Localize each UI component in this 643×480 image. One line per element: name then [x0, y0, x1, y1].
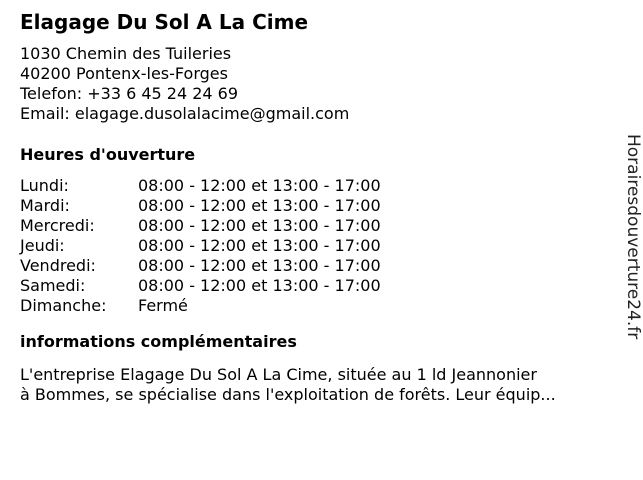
day-label: Jeudi: [20, 236, 65, 255]
day-hours: 08:00 - 12:00 et 13:00 - 17:00 [138, 256, 381, 275]
hours-row-mercredi [20, 216, 610, 236]
day-hours: Fermé [138, 296, 188, 315]
hours-row-vendredi [20, 256, 610, 276]
day-label: Mercredi: [20, 216, 95, 235]
description-line-2: à Bommes, se spécialise dans l'exploitation de forêts. Leur équip... [20, 385, 556, 404]
day-hours: 08:00 - 12:00 et 13:00 - 17:00 [138, 216, 381, 235]
hours-row-mardi [20, 196, 610, 216]
day-label: Mardi: [20, 196, 70, 215]
hours-row-lundi [20, 176, 610, 196]
email-address[interactable]: Email: elagage.dusolalacime@gmail.com [20, 104, 350, 123]
hours-heading: Heures d'ouverture [20, 145, 196, 164]
description-line-1: L'entreprise Elagage Du Sol A La Cime, située au 1 ld Jeannonier [20, 365, 537, 384]
day-label: Samedi: [20, 276, 86, 295]
business-description [20, 365, 610, 405]
day-label: Vendredi: [20, 256, 96, 275]
day-hours: 08:00 - 12:00 et 13:00 - 17:00 [138, 176, 381, 195]
day-label: Dimanche: [20, 296, 107, 315]
hours-row-jeudi [20, 236, 610, 256]
opening-hours-list [20, 176, 610, 316]
contact-block [20, 44, 610, 124]
day-hours: 08:00 - 12:00 et 13:00 - 17:00 [138, 236, 381, 255]
day-hours: 08:00 - 12:00 et 13:00 - 17:00 [138, 196, 381, 215]
hours-row-samedi [20, 276, 610, 296]
site-credit: Horairesdouverture24.fr [623, 134, 643, 340]
address-city: 40200 Pontenx-les-Forges [20, 64, 228, 83]
info-heading: informations complémentaires [20, 332, 297, 351]
day-label: Lundi: [20, 176, 69, 195]
day-hours: 08:00 - 12:00 et 13:00 - 17:00 [138, 276, 381, 295]
phone-number[interactable]: Telefon: +33 6 45 24 24 69 [20, 84, 239, 103]
address-street: 1030 Chemin des Tuileries [20, 44, 232, 63]
business-name: Elagage Du Sol A La Cime [20, 10, 309, 34]
hours-row-dimanche [20, 296, 610, 316]
business-card [20, 8, 610, 405]
